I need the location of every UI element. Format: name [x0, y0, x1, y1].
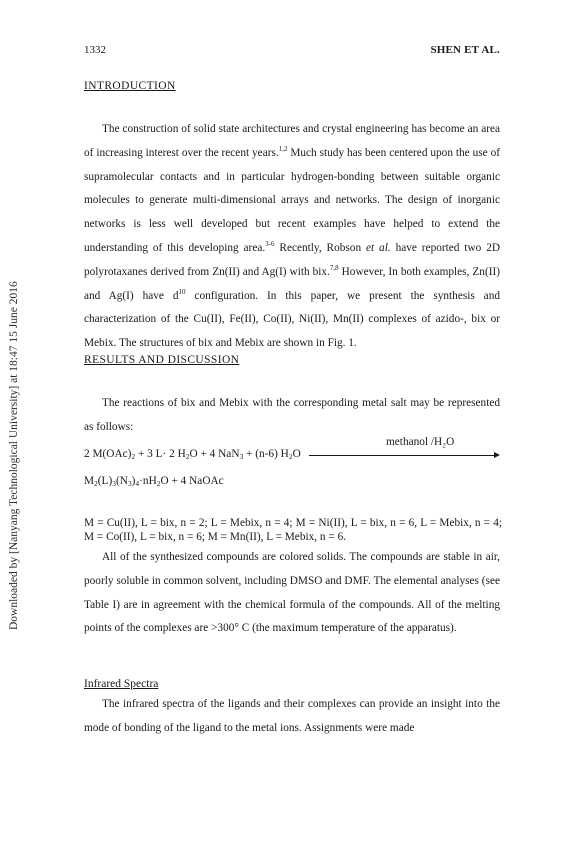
reaction-arrow — [309, 455, 498, 456]
citation-7-8: 7,8 — [329, 263, 339, 272]
results-heading: RESULTS AND DISCUSSION — [84, 354, 240, 366]
et-al: et al. — [366, 241, 391, 254]
page-number: 1332 — [84, 44, 106, 56]
reaction-reactants: 2 $M(OAc)_2 + 3$ L· 2 $H_2O + 4$ NaN$_3$ + (n-6) $H_2O$ — [84, 448, 301, 461]
intro-text-4: have reported two 2D polyrotaxanes derived from Zn(II) and Ag(I) with bix. — [84, 241, 500, 278]
download-watermark: Downloaded by [Nanyang Technological University] at 18:47 15 June 2016 — [8, 281, 20, 630]
intro-text-6: configuration. In this paper, we present the synthesis and characterization of the Cu(II), Fe(II), Co(II), Ni(II), Mn(II) complexes of azido-, bix or Mebix. The structures of bix and Mebix are shown in Fig. 1. — [84, 289, 500, 350]
infrared-paragraph: The infrared spectra of the ligands and their complexes can provide an insight into the mode of bonding of the ligand to the metal ions. Assignments were made — [84, 698, 500, 734]
intro-text-1: The construction of solid state architectures and crystal engineering has become an area of increasing interest over the recent years. — [84, 123, 500, 159]
reaction-arrow-label: methanol /H₂O — [386, 436, 455, 448]
introduction-paragraph — [84, 118, 500, 356]
citation-3-6: 3-6 — [265, 239, 275, 248]
reaction-conditions: M = Cu(II), L = bix, n = 2; L = Mebix, n = 4; M = Ni(II), L = bix, n = 6, L = Mebix, n = 4; M = Co(II), L = bix, n = 6; M = Mn(II), L = Mebix, n = 6. — [84, 517, 502, 543]
results-paragraph-2: All of the synthesized compounds are colored solids. The compounds are stable in air, poorly soluble in common solvent, including DMSO and DMF. The elemental analyses (see Table I) are in agreement with the chemical formula of the compounds. All of the melting points of the complexes are >300° C (the maximum temperature of the apparatus). — [84, 551, 500, 635]
running-head: SHEN ET AL. — [430, 44, 500, 56]
d10-superscript: 10 — [178, 287, 186, 296]
intro-text-3: Recently, Robson — [274, 241, 366, 254]
results-paragraph-1: The reactions of bix and Mebix with the corresponding metal salt may be represented as follows: — [84, 397, 500, 433]
infrared-spectra-heading: Infrared Spectra — [84, 678, 159, 690]
introduction-heading: INTRODUCTION — [84, 80, 176, 92]
citation-1-2: 1,2 — [278, 144, 288, 153]
intro-text-2: Much study has been centered upon the use of supramolecular contacts and in particular hydrogen-bonding between suitable organic molecules to generate multi-dimensional arrays and networks. The design of inorganic networks is less well developed but recent examples have helped to extend the understanding of this developing area. — [84, 146, 500, 254]
intro-text-5: However, In both examples, Zn(II) and Ag(I) have d — [84, 265, 500, 302]
melting-point-value: >300° C — [211, 622, 250, 635]
reaction-products: $M_2(L)_3(N_3)_4\cdot nH_2O + 4$ NaOAc — [84, 475, 224, 488]
